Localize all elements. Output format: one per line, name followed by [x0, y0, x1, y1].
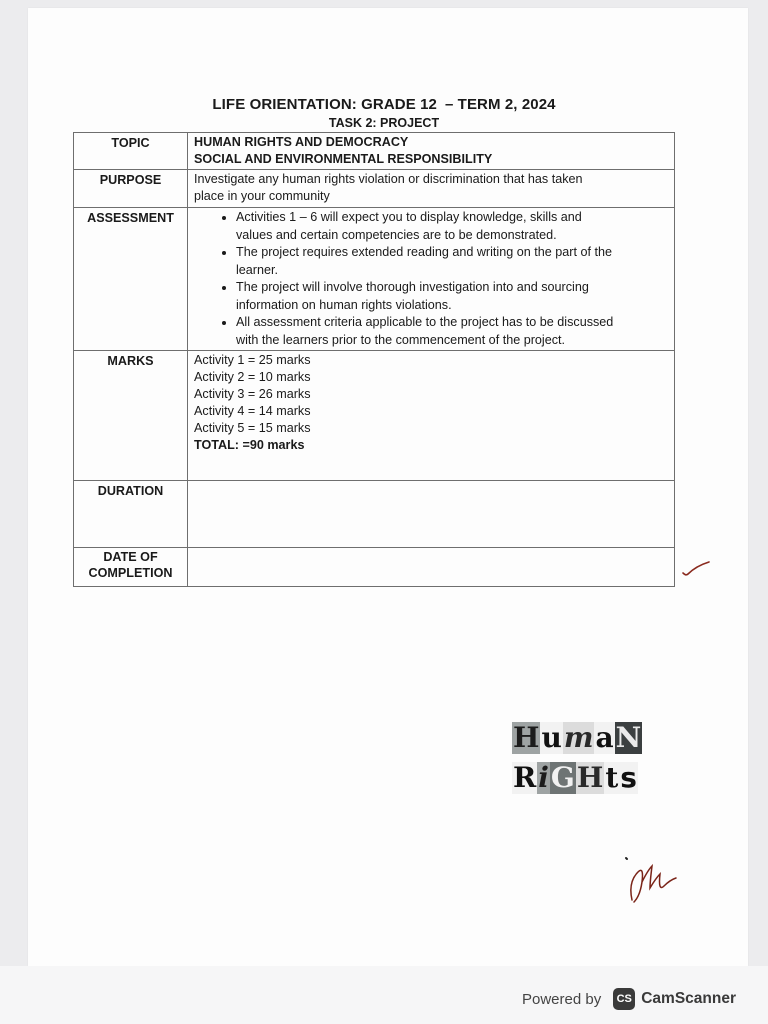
table-row-marks	[74, 351, 675, 481]
marks-value	[188, 351, 675, 481]
purpose-line-2: place in your community	[194, 188, 330, 203]
bullet-4-line-1: All assessment criteria applicable to the project has to be discussed	[236, 315, 614, 329]
powered-by-text: Powered by	[522, 990, 602, 1008]
topic-line-1: HUMAN RIGHTS AND DEMOCRACY	[194, 135, 409, 149]
assessment-bullet-2	[236, 244, 668, 279]
human-rights-logo	[512, 718, 662, 804]
date-label-line-2: COMPLETION	[88, 565, 173, 580]
duration-label: DURATION	[74, 481, 188, 548]
marks-activity-2: Activity 2 = 10 marks	[194, 370, 311, 384]
title-right: – TERM 2, 2024	[444, 96, 556, 113]
logo-row-1: H u m a N	[513, 721, 642, 754]
bullet-3-line-2: information on human rights violations.	[236, 297, 452, 312]
duration-value	[188, 481, 675, 548]
table-row-topic	[74, 133, 675, 170]
title-left: LIFE ORIENTATION: GRADE 12	[212, 96, 437, 113]
assessment-bullet-3	[236, 279, 668, 314]
camscanner-watermark	[522, 985, 736, 1013]
purpose-label: PURPOSE	[74, 170, 188, 208]
table-row-date	[74, 548, 675, 587]
topic-label: TOPIC	[74, 133, 188, 170]
date-label-line-1: DATE OF	[103, 550, 158, 564]
purpose-value	[188, 170, 675, 208]
marks-activity-5: Activity 5 = 15 marks	[194, 421, 311, 435]
assessment-bullet-1	[236, 209, 668, 244]
bullet-1-line-2: values and certain competencies are to be demonstrated.	[236, 227, 557, 242]
assessment-value	[188, 208, 675, 351]
date-label	[74, 548, 188, 587]
document-title	[0, 96, 768, 113]
topic-line-2: SOCIAL AND ENVIRONMENTAL RESPONSIBILITY	[194, 152, 493, 166]
topic-value	[188, 133, 675, 170]
logo-row-2: R i G H t s	[513, 761, 637, 794]
project-table	[73, 132, 675, 587]
bullet-2-line-2: learner.	[236, 262, 279, 277]
marks-activity-1: Activity 1 = 25 marks	[194, 353, 311, 367]
assessment-bullet-4	[236, 314, 668, 349]
marks-label: MARKS	[74, 351, 188, 481]
bullet-4-line-2: with the learners prior to the commencement of the project.	[236, 332, 565, 347]
marks-activity-4: Activity 4 = 14 marks	[194, 404, 311, 418]
camscanner-icon: CS	[613, 988, 635, 1010]
table-row-duration	[74, 481, 675, 548]
bullet-3-line-1: The project will involve thorough investigation into and sourcing	[236, 280, 589, 294]
camscanner-brand: CamScanner	[641, 990, 736, 1007]
purpose-line-1: Investigate any human rights violation or discrimination that has taken	[194, 172, 583, 186]
signature	[620, 852, 686, 913]
table-row-assessment	[74, 208, 675, 351]
table-row-purpose	[74, 170, 675, 208]
checkmark-icon	[680, 560, 712, 589]
bullet-2-line-1: The project requires extended reading and writing on the part of the	[236, 245, 612, 259]
assessment-list	[194, 209, 668, 349]
bullet-1-line-1: Activities 1 – 6 will expect you to display knowledge, skills and	[236, 210, 582, 224]
document-subtitle: TASK 2: PROJECT	[328, 116, 440, 130]
assessment-label: ASSESSMENT	[74, 208, 188, 351]
marks-total: TOTAL: =90 marks	[194, 438, 305, 452]
date-value	[188, 548, 675, 587]
marks-activity-3: Activity 3 = 26 marks	[194, 387, 311, 401]
